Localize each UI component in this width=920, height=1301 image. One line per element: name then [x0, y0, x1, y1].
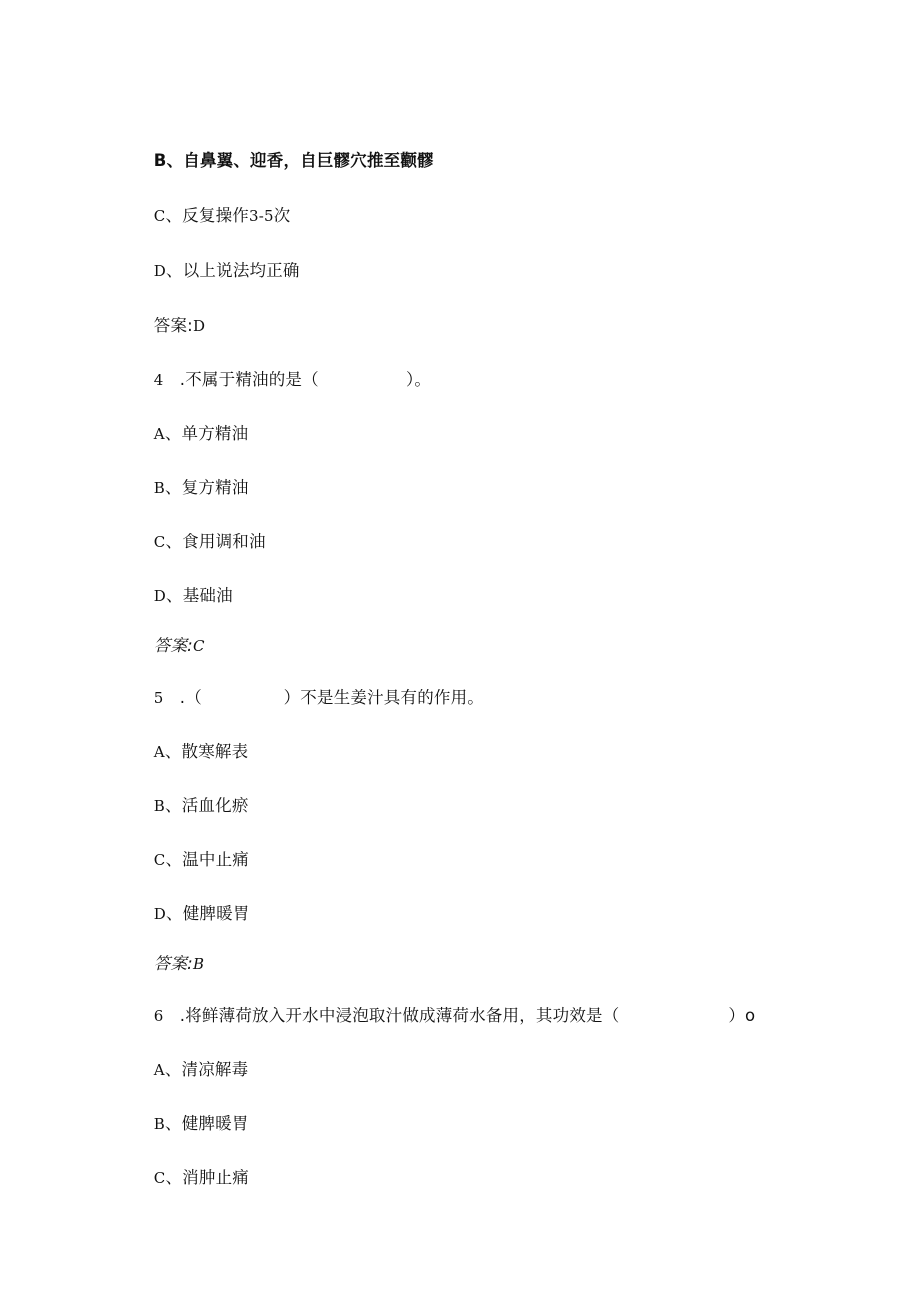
- answer-label: 答案:: [153, 316, 193, 335]
- option-text: 、活血化瘀: [165, 796, 249, 815]
- option-text: 、复方精油: [165, 478, 249, 497]
- option-text: 、反复操作: [165, 206, 249, 225]
- option-prefix: A: [153, 1061, 165, 1079]
- answer-value: C: [192, 637, 205, 655]
- option-prefix: D: [153, 262, 167, 280]
- answer-value: B: [192, 955, 205, 973]
- option-text: 、清凉解毒: [164, 1060, 249, 1079]
- option-prefix: C: [153, 1169, 166, 1187]
- option-text: 、以上说法均正确: [166, 261, 300, 280]
- option-text: 、自鼻翼、迎香，自巨髎穴推至颧髎: [166, 151, 434, 170]
- option-prefix: B: [153, 797, 166, 815]
- question-text: .（ ）不是生姜汁具有的作用。: [179, 688, 484, 707]
- option-text: 、温中止痛: [165, 850, 249, 869]
- option-prefix: C: [153, 533, 166, 551]
- option-text: 、食用调和油: [165, 532, 266, 551]
- option-prefix: C: [153, 851, 166, 869]
- option-prefix: D: [153, 587, 167, 605]
- answer-value: D: [192, 317, 206, 335]
- option-prefix: B: [153, 479, 166, 497]
- option-text: 、基础油: [166, 586, 233, 605]
- option-text: 、消肿止痛: [165, 1168, 249, 1187]
- question-number: 4: [153, 371, 164, 389]
- answer-label: 答案:: [153, 954, 193, 973]
- question-number: 5: [153, 689, 164, 707]
- question-text: .不属于精油的是（ ）。: [179, 370, 432, 389]
- option-text: 、健脾暖胃: [166, 904, 250, 923]
- option-prefix: B: [153, 1115, 166, 1133]
- option-text: 、健脾暖胃: [165, 1114, 249, 1133]
- option-prefix: A: [153, 425, 165, 443]
- q6-option-c: [132, 1145, 249, 1211]
- option-prefix: B: [153, 151, 167, 170]
- question-number: 6: [153, 1007, 164, 1025]
- option-range: 3-5: [248, 207, 274, 225]
- answer-label: 答案:: [153, 636, 193, 655]
- option-text: 、散寒解表: [164, 742, 249, 761]
- option-prefix: A: [153, 743, 165, 761]
- option-text: 、单方精油: [164, 424, 249, 443]
- option-prefix: D: [153, 905, 167, 923]
- option-text-suffix: 次: [273, 206, 291, 225]
- question-text: .将鲜薄荷放入开水中浸泡取汁做成薄荷水备用，其功效是（ ）o: [179, 1006, 756, 1025]
- option-prefix: C: [153, 207, 166, 225]
